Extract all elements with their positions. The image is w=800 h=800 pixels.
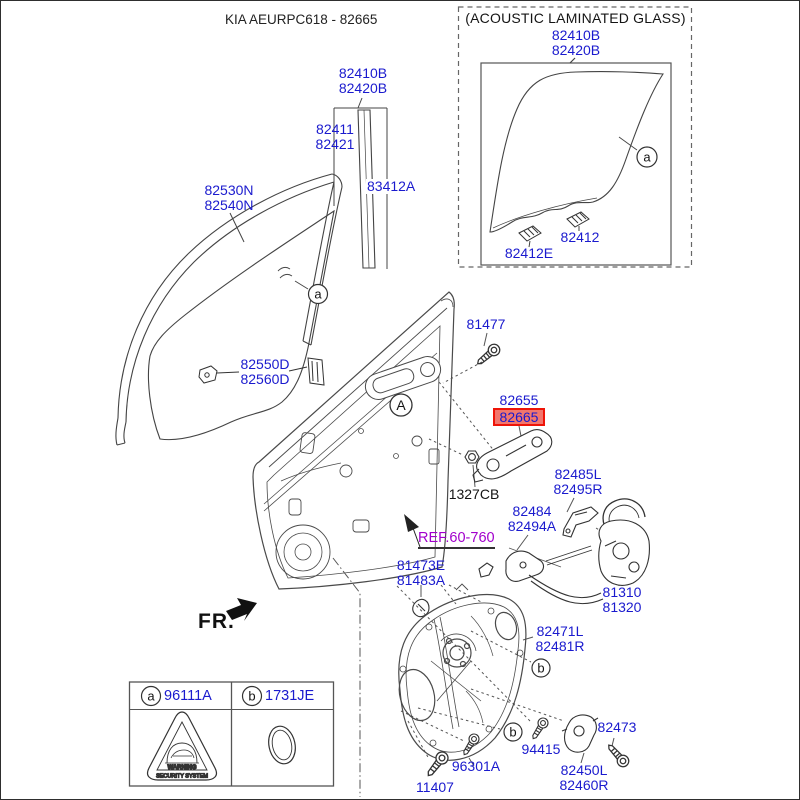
callout-a-inset-letter: a (643, 149, 651, 165)
label-latch-line2[interactable]: 81320 (602, 599, 642, 615)
security-system-text: SECURITY SYSTEM (156, 773, 208, 780)
label-inset-glass-line1[interactable]: 82410B (551, 27, 601, 43)
legend-callout-a (142, 687, 161, 706)
legend-callout-b-letter: b (248, 688, 256, 704)
label-actuator[interactable] (555, 763, 613, 793)
callout-b2 (504, 723, 522, 741)
inset-header: (ACOUSTIC LAMINATED GLASS) (465, 10, 686, 26)
label-checker-line1[interactable]: 82485L (554, 466, 602, 482)
legend-callout-a-letter: a (147, 688, 155, 704)
grommet-shape (265, 724, 298, 767)
label-door-grommet-line2[interactable]: 81483A (396, 572, 446, 588)
label-sash[interactable] (312, 122, 358, 152)
label-handle-base-line1[interactable]: 82484 (512, 503, 552, 519)
callout-a-glass (309, 285, 328, 304)
label-inset-glass[interactable] (546, 28, 606, 58)
diagram-line-art (1, 1, 800, 800)
label-bolt-11407[interactable]: 11407 (416, 779, 454, 795)
latch-cable (529, 546, 603, 604)
handle-base-part (479, 551, 543, 581)
label-latch-upper-line1[interactable]: 82655 (499, 392, 539, 408)
inset-glass (490, 72, 663, 232)
label-actuator-line1[interactable]: 82450L (560, 762, 608, 778)
legend-part-a[interactable]: 96111A (164, 688, 212, 704)
label-handle-base-line2[interactable]: 82494A (507, 518, 557, 534)
label-sash-line1[interactable]: 82411 (316, 121, 354, 137)
frame-bolt-81477 (474, 342, 502, 368)
label-glass-clip-line1[interactable]: 82550D (240, 356, 290, 372)
label-door-grommet-line1[interactable]: 81473E (396, 557, 446, 573)
label-screw-94415[interactable]: 94415 (521, 741, 561, 757)
label-module-line1[interactable]: 82471L (536, 623, 584, 639)
legend-part-b[interactable]: 1731JE (265, 688, 315, 704)
ref-note[interactable]: REF.60-760 (418, 530, 495, 549)
label-glass-clip-line2[interactable]: 82560D (240, 371, 290, 387)
label-latch-upper-highlight[interactable]: 82665 (493, 408, 545, 426)
label-actuator-line2[interactable]: 82460R (559, 777, 609, 793)
label-module[interactable] (532, 624, 588, 654)
callout-a-inset (637, 147, 657, 167)
callout-b1 (532, 659, 550, 677)
callout-A-door (390, 394, 412, 416)
label-frame-bolt[interactable]: 81477 (466, 316, 506, 332)
label-inset-glass-line2[interactable]: 82420B (551, 42, 601, 58)
label-latch[interactable] (598, 585, 646, 615)
latch-upper-part (473, 430, 552, 482)
nut-1327CB (465, 451, 479, 463)
label-frame-garnish[interactable]: 83412A (367, 178, 416, 194)
page-title: KIA AEURPC618 - 82665 (225, 12, 378, 27)
callout-b2-letter: b (509, 724, 517, 740)
callout-a-glass-letter: a (314, 286, 322, 302)
run-channel (116, 174, 342, 445)
label-clip-82412E[interactable]: 82412E (504, 245, 554, 261)
label-door-grommet[interactable] (393, 558, 449, 588)
label-glass-clip[interactable] (238, 357, 292, 387)
label-module-line2[interactable]: 82481R (535, 638, 585, 654)
label-nut[interactable]: 1327CB (448, 486, 500, 502)
label-glass[interactable] (332, 66, 394, 96)
label-sash-line2[interactable]: 82421 (315, 136, 355, 152)
checker-part (563, 507, 598, 537)
label-run-channel-line1[interactable]: 82530N (204, 182, 254, 198)
fr-label: FR. (198, 610, 235, 633)
warning-text: WARNING (167, 765, 197, 771)
label-latch-line1[interactable]: 81310 (602, 584, 642, 600)
label-clip-82412[interactable]: 82412 (560, 229, 600, 245)
label-run-channel[interactable] (202, 183, 256, 213)
label-screw-96301A[interactable]: 96301A (451, 758, 501, 774)
callout-b1-letter: b (537, 660, 545, 676)
label-glass-line2[interactable]: 82420B (338, 80, 388, 96)
legend-callout-b (243, 687, 262, 706)
warning-sticker (148, 712, 217, 780)
label-glass-line1[interactable]: 82410B (338, 65, 388, 81)
label-bolt-82473[interactable]: 82473 (597, 719, 637, 735)
callout-A-door-letter: A (396, 397, 406, 413)
label-handle-base[interactable] (506, 504, 558, 534)
label-run-channel-line2[interactable]: 82540N (204, 197, 254, 213)
label-checker[interactable] (550, 467, 606, 497)
label-checker-line2[interactable]: 82495R (553, 481, 603, 497)
label-latch-upper[interactable] (493, 393, 545, 426)
door-latch-part (599, 499, 650, 585)
